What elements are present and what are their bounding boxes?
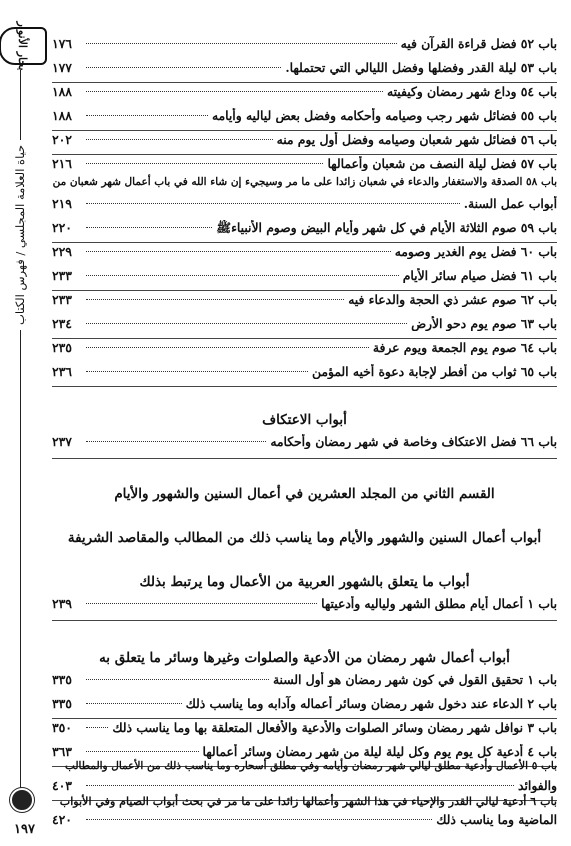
toc-entry-line: باب ٥ الأعمال وأدعية مطلق ليالي شهر رمضان وأيامه وفي مطلق أسحاره وما يناسب ذلك من الأعمال والمطالب — [65, 760, 557, 772]
toc-entry: باب ٤ أدعية كل يوم يوم وكل ليلة ليلة من شهر رمضان وسائر أعمالها ٣٦٣ — [52, 744, 557, 767]
toc-entry: باب ٥٤ وداع شهر رمضان وكيفيته ١٨٨ — [52, 84, 557, 99]
section-heading: أبواب أعمال السنين والشهور والأيام وما يناسب ذلك من المطالب والمقاصد الشريفة — [67, 530, 542, 546]
toc-entry: باب ٦٤ صوم يوم الجمعة ويوم عرفة ٢٣٥ — [52, 340, 557, 355]
page-sidebar — [0, 0, 44, 846]
toc-entry: باب ٦٠ فضل يوم الغدير وصومه ٢٢٩ — [52, 244, 557, 259]
toc-entry: باب ٦٣ صوم يوم دحو الأرض ٢٣٤ — [52, 316, 557, 339]
toc-entry: باب ٦٢ صوم عشر ذي الحجة والدعاء فيه ٢٣٣ — [52, 292, 557, 307]
section-heading: أبواب الاعتكاف — [262, 412, 347, 428]
toc-entry: باب ٥٦ فضائل شهر شعبان وصيامه وفضل أول يوم منه ٢٠٢ — [52, 132, 557, 155]
toc-entry: باب ١ تحقيق القول في كون شهر رمضان هو أول السنة ٣٣٥ — [52, 672, 557, 687]
section-heading: أبواب ما يتعلق بالشهور العربية من الأعمال وما يرتبط بذلك — [139, 574, 470, 590]
toc-entry: باب ٥٣ ليلة القدر وفضلها وفضل الليالي التي تحتملها. ١٧٧ — [52, 60, 557, 83]
toc-entry: باب ٦٦ فضل الاعتكاف وخاصة في شهر رمضان وأحكامه ٢٣٧ — [52, 434, 557, 449]
toc-entry: باب ٦١ فضل صيام سائر الأيام ٢٣٣ — [52, 268, 557, 291]
ornament-icon — [10, 788, 34, 812]
toc-entry: باب ٣ نوافل شهر رمضان وسائر الصلوات والأدعية والأفعال المتعلقة بها وما يناسب ذلك ٣٥٠ — [52, 720, 557, 735]
toc-entry: والفوائد ٤٠٣ — [52, 778, 557, 801]
toc-entry-line: باب ٥٨ الصدقة والاستغفار والدعاء في شعبان زائدا على ما مر وسيجيء إن شاء الله في باب أعمال شهر شعبان من — [52, 176, 557, 188]
toc-entry: باب ٦٥ ثواب من أفطر لإجابة دعوة أخيه المؤمن ٢٣٦ — [52, 364, 557, 387]
section-heading: أبواب أعمال شهر رمضان من الأدعية والصلوات وغيرها وسائر ما يتعلق به — [99, 650, 510, 666]
divider — [52, 620, 557, 621]
running-title: حياة العلامة المجلسي / فهرس الكتاب — [2, 140, 38, 330]
part-heading: القسم الثاني من المجلد العشرين في أعمال السنين والشهور والأيام — [114, 486, 495, 502]
toc-entry: باب ٢ الدعاء عند دخول شهر رمضان وسائر أعماله وآدابه وما يناسب ذلك ٣٣٥ — [52, 696, 557, 719]
divider — [52, 458, 557, 459]
page-number: ١٩٧ — [14, 822, 35, 837]
book-seal-logo: بحار الأنوار — [0, 27, 47, 65]
toc-entry: باب ٥٢ فضل قراءة القرآن فيه ١٧٦ — [52, 36, 557, 51]
toc-entry: الماضية وما يناسب ذلك ٤٢٠ — [52, 812, 557, 827]
toc-entry: باب ١ أعمال أيام مطلق الشهر ولياليه وأدعيتها ٢٣٩ — [52, 596, 557, 611]
toc-entry: باب ٥٩ صوم الثلاثة الأيام في كل شهر وأيام البيض وصوم الأنبياءﷺ ٢٢٠ — [52, 220, 557, 243]
toc-entry-line: باب ٦ أدعية ليالي القدر والإحياء في هذا الشهر وأعمالها زائدا على ما مر في بحث أبواب الصيام وفي الأبواب — [59, 795, 557, 808]
toc-entry: أبواب عمل السنة. ٢١٩ — [52, 196, 557, 211]
toc-entry: باب ٥٧ فضل ليلة النصف من شعبان وأعمالها ٢١٦ — [52, 156, 557, 171]
toc-entry: باب ٥٥ فضائل شهر رجب وصيامه وأحكامه وفضل بعض لياليه وأيامه ١٨٨ — [52, 108, 557, 131]
